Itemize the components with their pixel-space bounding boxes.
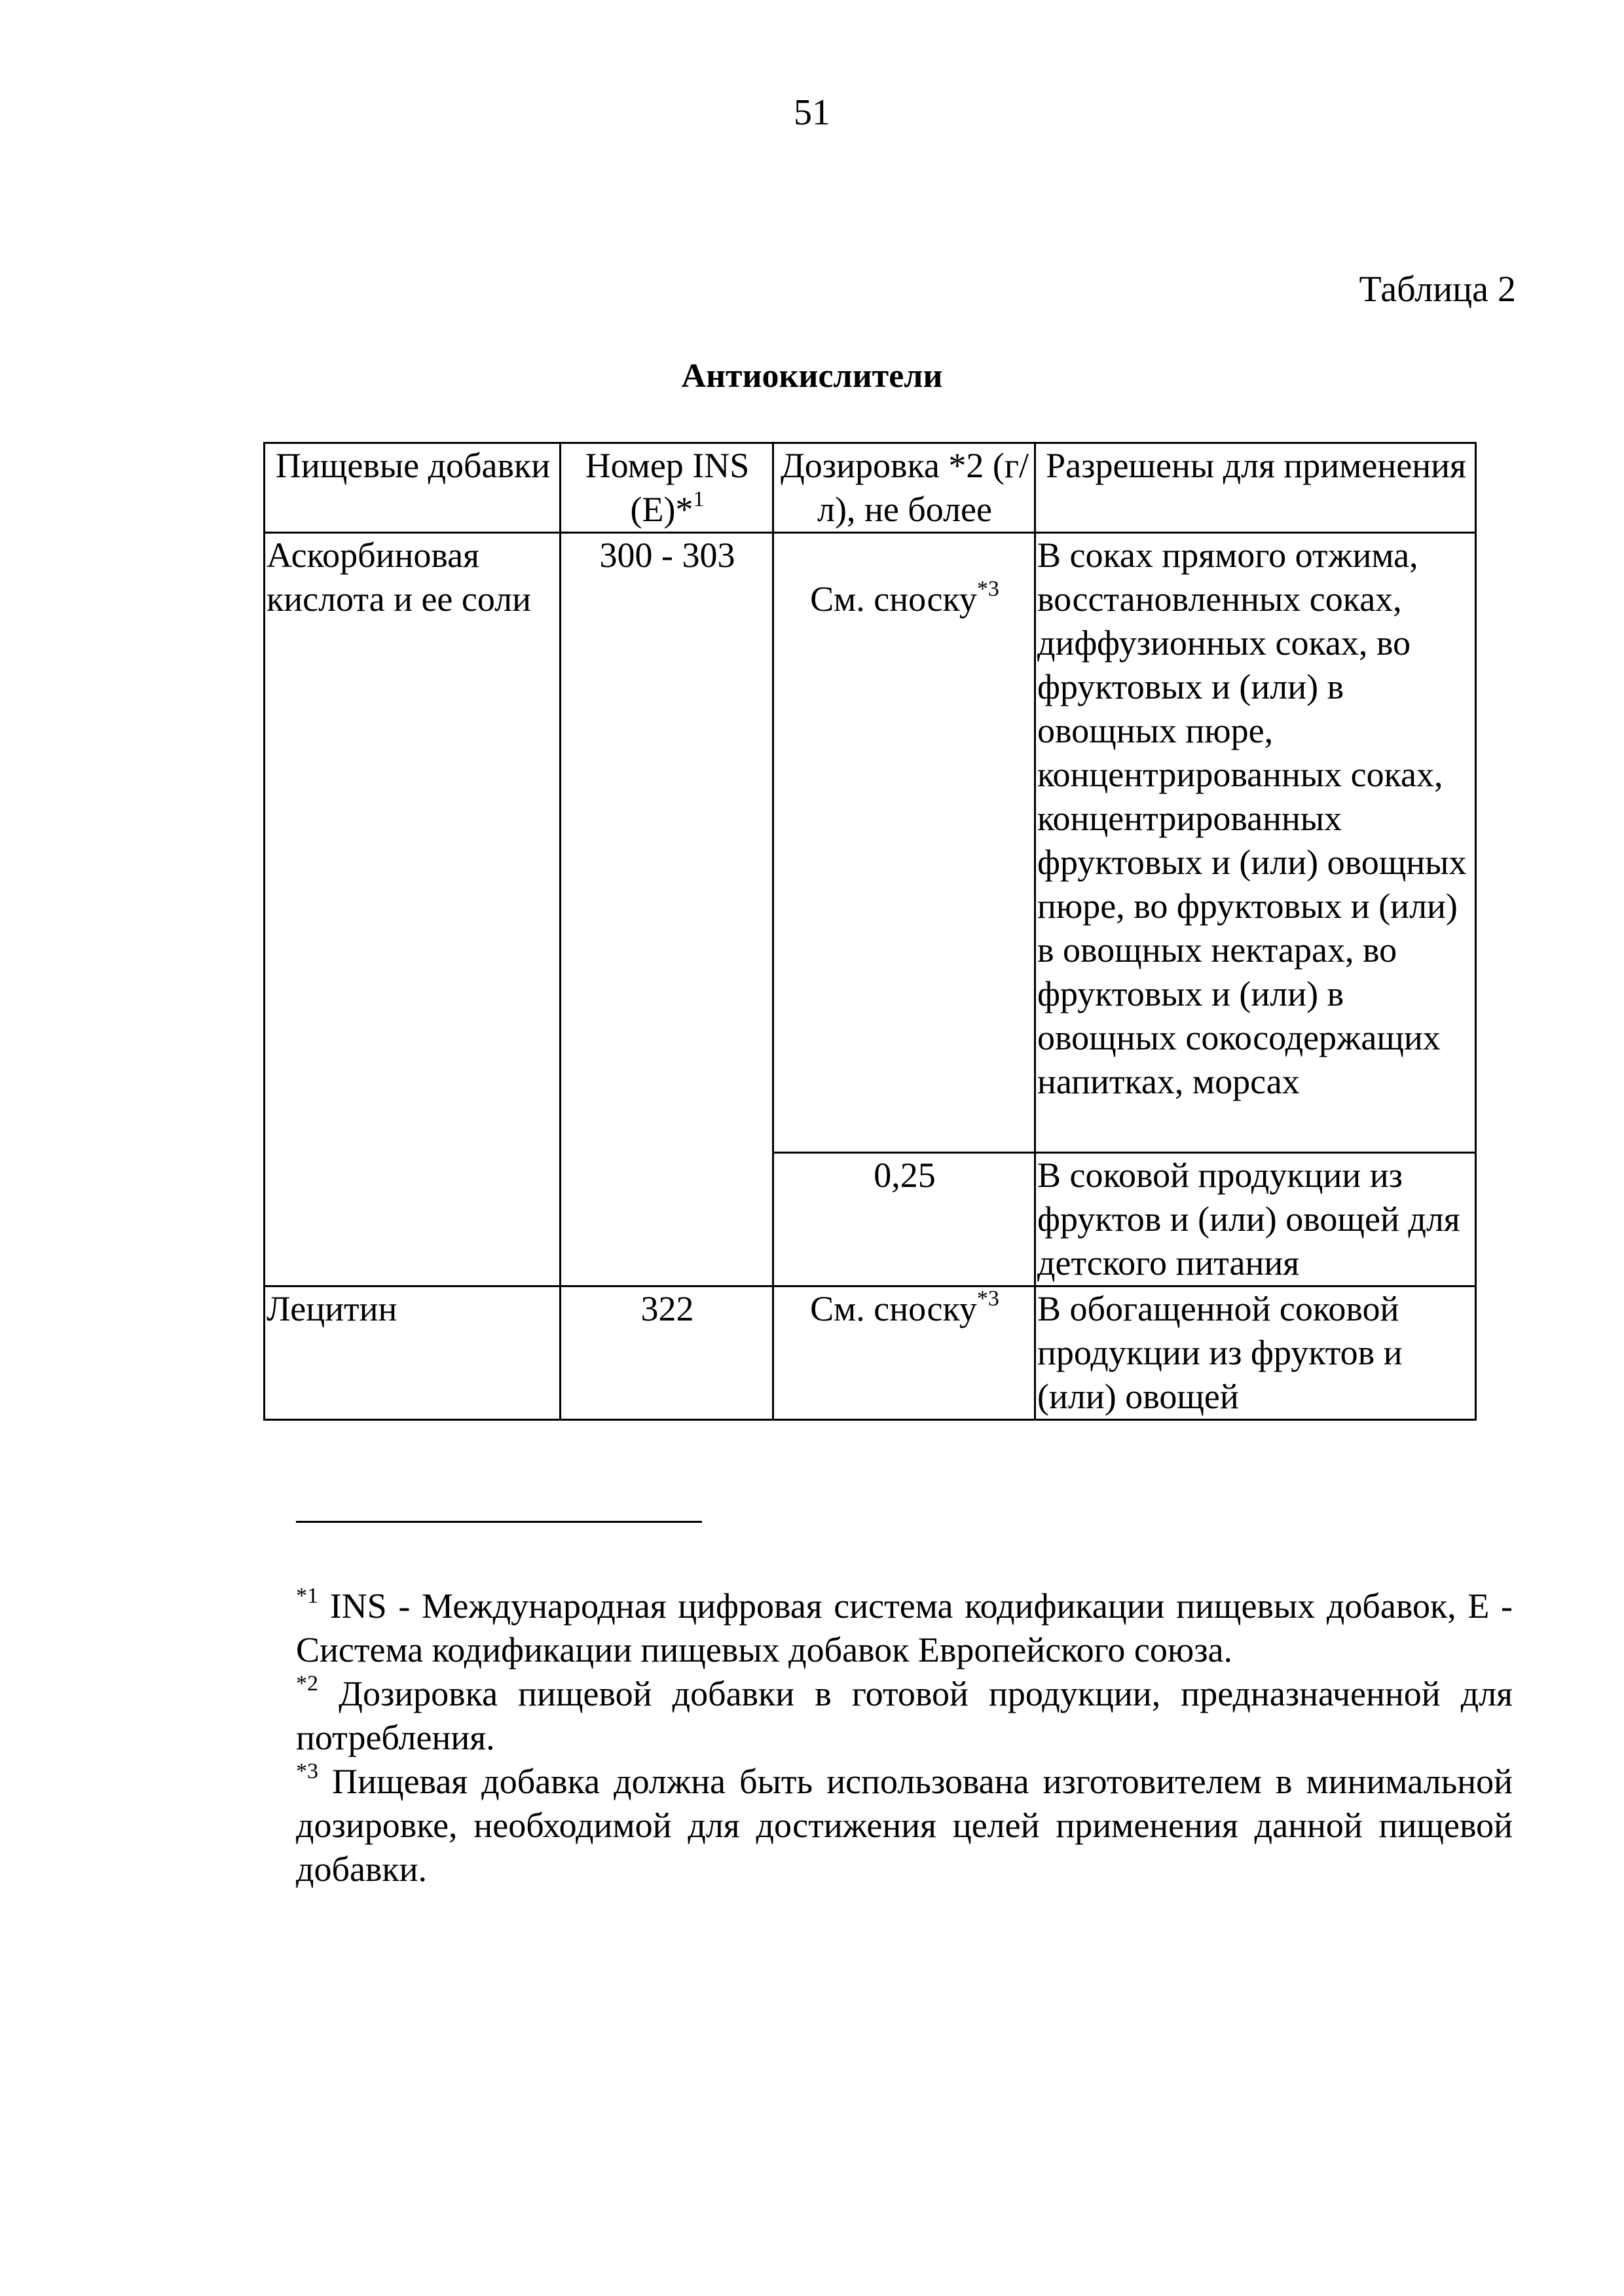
dosage-cell: См. сноску$^{*3}$ [773,533,1035,1153]
footnotes [296,1584,1513,1891]
header-cell: Разрешены для применения [1035,443,1476,533]
header-cell: Дозировка *2 (г/л), не более [773,443,1035,533]
usage-cell: В обогащенной соковой продукции из фруктов и (или) овощей [1035,1286,1476,1420]
dosage-cell: 0,25 [773,1153,1035,1286]
page-number: 51 [794,92,830,133]
additive-cell: Лецитин [265,1286,561,1420]
table-row [265,533,1476,1153]
table-label: Таблица 2 [1359,269,1516,310]
usage-cell: В соках прямого отжима, восстановленных соках, диффузионных соках, во фруктовых и (или) в овощных пюре, концентрированных соках, концентрированных фруктовых и (или) овощных пюре, во фруктовых и (или) в овощных нектарах, во фруктовых и (или) в овощных сокосодержащих напитках, морсах [1035,533,1476,1153]
footnote: $^{*3}$ Пищевая добавка должна быть использована изготовителем в минимальной дозировке, необходимой для достижения целей применения данной пищевой добавки. [296,1759,1513,1889]
dosage-cell: См. сноску$^{*3}$ [773,1286,1035,1420]
table-header-row [265,443,1476,533]
header-cell: Пищевые добавки [265,443,561,533]
additives-table [263,442,1477,1421]
footnote-divider [296,1521,702,1523]
footnote: $^{*2}$ Дозировка пищевой добавки в готовой продукции, предназначенной для потребления. [296,1671,1513,1757]
additive-cell: Аскорбиновая кислота и ее соли [265,533,561,1286]
table-title: Антиокислители [681,357,943,395]
ins-cell: 300 - 303 [561,533,773,1286]
usage-cell: В соковой продукции из фруктов и (или) овощей для детского питания [1035,1153,1476,1286]
table-row [265,1286,1476,1420]
footnote: $^{*1}$ INS - Международная цифровая система кодификации пищевых добавок, E - Система кодификации пищевых добавок Европейского союза. [296,1584,1513,1669]
ins-cell: 322 [561,1286,773,1420]
header-cell: Номер INS (E)*$^1$ [561,443,773,533]
